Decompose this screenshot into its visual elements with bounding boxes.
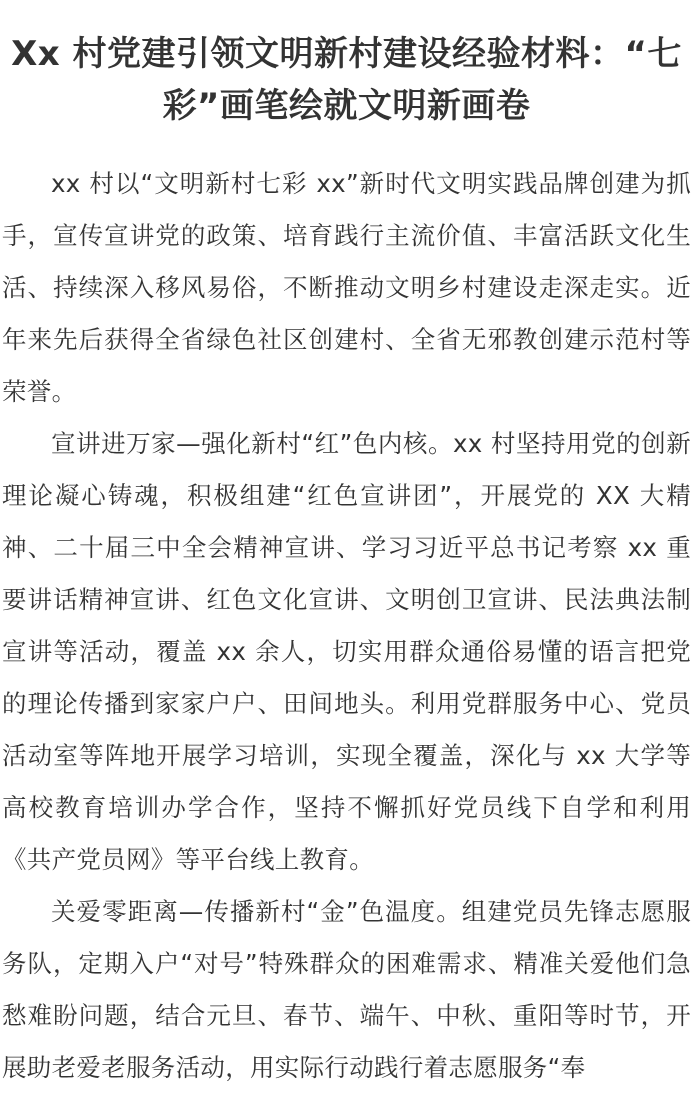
document-body (2, 158, 691, 1094)
paragraph-gold-warmth: 关爱零距离—传播新村“金”色温度。组建党员先锋志愿服务队，定期入户“对号”特殊群众的困难需求、精准关爱他们急愁难盼问题，结合元旦、春节、端午、中秋、重阳等时节，开展助老爱老服务活动，用实际行动践行着志愿服务“奉 (2, 897, 691, 1082)
document-title: Xx 村党建引领文明新村建设经验材料：“七彩”画笔绘就文明新画卷 (11, 34, 682, 126)
paragraph-intro: xx 村以“文明新村七彩 xx”新时代文明实践品牌创建为抓手，宣传宣讲党的政策、培育践行主流价值、丰富活跃文化生活、持续深入移风易俗，不断推动文明乡村建设走深走实。近年来先后获得全省绿色社区创建村、全省无邪教创建示范村等荣誉。 (2, 169, 691, 406)
paragraph-red-core: 宣讲进万家—强化新村“红”色内核。xx 村坚持用党的创新理论凝心铸魂，积极组建“红色宣讲团”，开展党的 XX 大精神、二十届三中全会精神宣讲、学习习近平总书记考察 xx 重要讲话精神宣讲、红色文化宣讲、文明创卫宣讲、民法典法制宣讲等活动，覆盖 xx 余人，切实用群众通俗易懂的语言把党的理论传播到家家户户、田间地头。利用党群服务中心、党员活动室等阵地开展学习培训，实现全覆盖，深化与 xx 大学等高校教育培训办学合作，坚持不懈抓好党员线下自学和利用《共产党员网》等平台线上教育。 (2, 429, 691, 874)
